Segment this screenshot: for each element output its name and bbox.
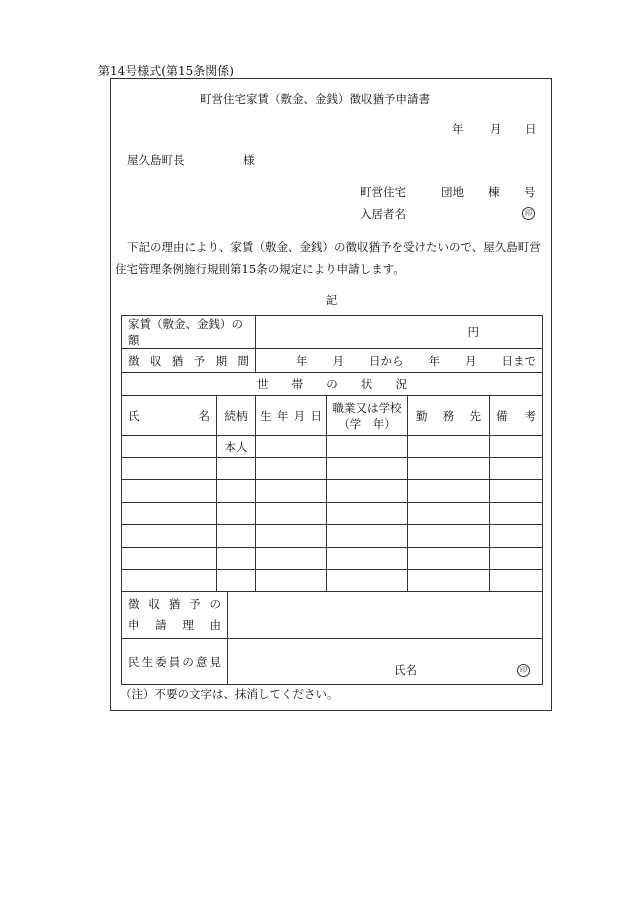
commissioner-label: 民 生 委 員 の 意 見 [128,654,221,669]
resident-name-label: 入居者名 [360,207,406,221]
household-cell[interactable] [122,458,217,480]
col-occupation-line1: 職業又は学校 [332,400,402,415]
form-title: 町営住宅家賃（敷金、金銭）徴収猶予申請書 [200,92,430,106]
household-cell[interactable] [217,458,256,480]
household-heading: 世 帯 の 状 況 [257,377,407,391]
household-cell[interactable] [256,503,327,525]
period-to-month: 月 [465,353,477,368]
reason-field[interactable] [228,592,543,639]
building-label: 棟 [488,185,500,199]
rent-row [122,316,543,349]
reason-label-line2: 申 請 理 由 [128,618,221,632]
household-row [122,570,543,592]
household-cell[interactable] [327,570,408,592]
household-cell[interactable] [490,480,543,503]
ki-heading: 記 [325,293,338,307]
date-month: 月 [490,122,502,136]
period-to-day: 日まで [501,353,536,368]
body-text-line1: 下記の理由により、家賃（敷金、金銭）の徴収猶予を受けたいので、屋久島町営 [127,240,541,254]
household-cell[interactable] [256,436,327,458]
household-cell[interactable] [217,480,256,503]
household-row [122,525,543,548]
footnote: （注）不要の文字は、抹消してください。 [120,687,339,701]
household-cell[interactable] [408,503,490,525]
rent-label: 家賃（敷金、金銭）の額 [122,316,256,349]
commissioner-field[interactable] [228,639,543,685]
household-cell[interactable] [490,458,543,480]
household-cell[interactable] [327,480,408,503]
household-cell[interactable] [256,458,327,480]
reason-row [122,592,543,639]
household-cell[interactable] [408,548,490,570]
household-row [122,458,543,480]
period-from-month: 月 [332,353,344,368]
housing-label: 町営住宅 [360,185,406,199]
household-cell[interactable] [122,548,217,570]
household-cell[interactable] [327,436,408,458]
household-cell[interactable] [327,548,408,570]
commissioner-name-label: 氏名 [394,663,417,677]
commissioner-row [122,639,543,685]
household-cell[interactable] [408,436,490,458]
commissioner-seal-icon: 印 [517,664,530,677]
household-row [122,503,543,525]
form-number-label: 第14号様式(第15条関係) [98,64,234,78]
col-name: 氏 名 [128,408,210,423]
col-workplace: 勤 務 先 [416,408,481,423]
household-cell[interactable] [122,525,217,548]
household-cell[interactable] [327,503,408,525]
household-cell[interactable] [490,503,543,525]
household-cell[interactable] [217,503,256,525]
danchi-label: 団地 [441,185,464,199]
household-cell[interactable] [122,436,217,458]
addressee-name: 屋久島町長 [127,153,185,167]
household-cell[interactable] [327,458,408,480]
household-cell[interactable] [490,570,543,592]
room-number-label: 号 [524,185,536,199]
household-cell[interactable] [327,525,408,548]
household-cell[interactable] [256,480,327,503]
household-cell[interactable] [408,458,490,480]
household-row [122,480,543,503]
household-cell[interactable] [490,436,543,458]
household-row [122,436,543,458]
relation-self[interactable]: 本人 [217,436,256,458]
household-cell[interactable] [217,570,256,592]
household-cell[interactable] [217,548,256,570]
household-cell[interactable] [256,548,327,570]
household-cell[interactable] [122,570,217,592]
household-cell[interactable] [408,525,490,548]
household-heading-row [122,373,543,396]
household-cell[interactable] [256,570,327,592]
period-row [122,349,543,373]
household-cell[interactable] [408,570,490,592]
col-occupation [327,396,408,436]
household-cell[interactable] [122,503,217,525]
col-birthdate: 生 年 月 日 [260,408,322,423]
applicant-seal-icon: 印 [522,207,535,220]
body-text-line2: 住宅管理条例施行規則第15条の規定により申請します。 [115,262,405,276]
col-relation: 続柄 [217,396,256,436]
date-day: 日 [525,122,537,136]
household-cell[interactable] [122,480,217,503]
period-from-day: 日から [369,353,404,368]
reason-label-line1: 徴 収 猶 予 の [128,597,221,611]
household-row [122,548,543,570]
column-header-row [122,396,543,436]
col-remarks: 備 考 [496,408,536,423]
household-cell[interactable] [490,525,543,548]
household-cell[interactable] [256,525,327,548]
application-table [121,315,543,685]
period-from-year: 年 [296,353,308,368]
period-label: 徴 収 猶 予 期 間 [128,353,249,368]
date-year: 年 [452,122,464,136]
col-occupation-line2: （学 年） [338,416,396,431]
period-field[interactable] [256,349,543,373]
rent-unit: 円 [467,325,479,339]
household-cell[interactable] [408,480,490,503]
household-cell[interactable] [490,548,543,570]
household-cell[interactable] [217,525,256,548]
rent-amount-field[interactable] [256,316,543,349]
addressee-honorific: 様 [243,153,255,167]
period-to-year: 年 [428,353,440,368]
